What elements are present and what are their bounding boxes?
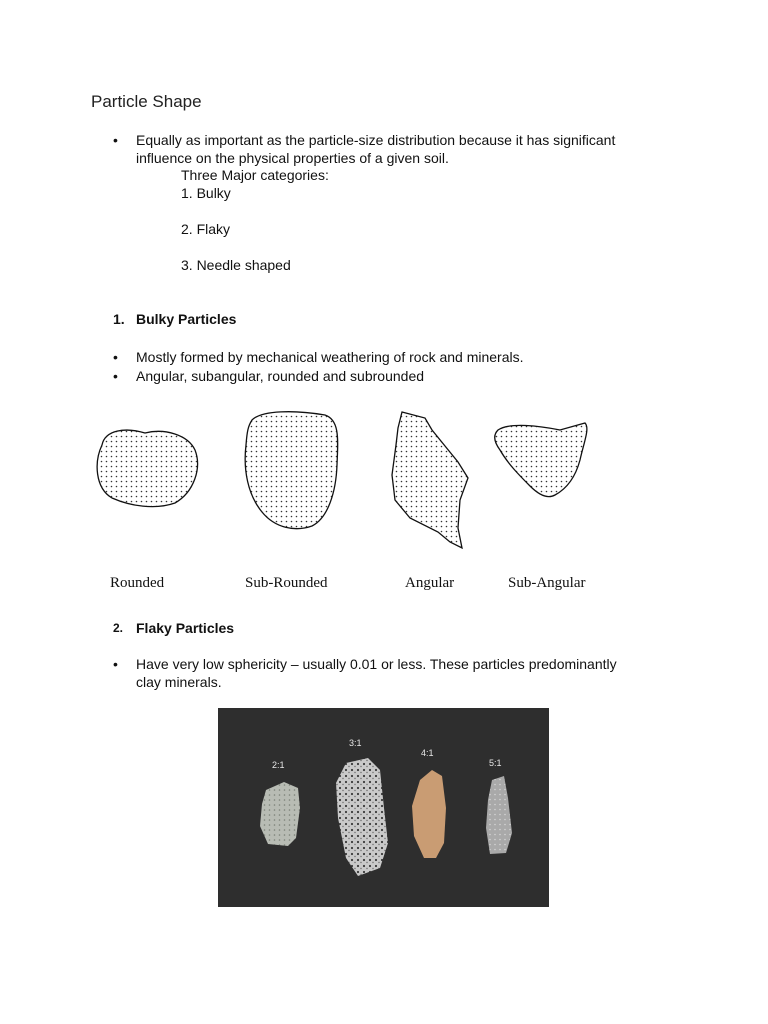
section2-number: 2.	[113, 621, 124, 635]
bullet-marker: •	[113, 349, 118, 365]
list-item-text: Angular, subangular, rounded and subrounded	[136, 368, 425, 384]
particle-shapes-figure	[90, 400, 600, 560]
photo-label-4-1: 4:1	[421, 748, 434, 758]
intro-text-line2: influence on the physical properties of a given soil.	[136, 150, 449, 166]
shape-label-sub-angular: Sub-Angular	[508, 575, 586, 591]
rock-2-1	[260, 782, 300, 846]
photo-label-2-1: 2:1	[272, 760, 285, 770]
intro-text-line1: Equally as important as the particle-size distribution because it has significant	[136, 132, 616, 148]
list-item-text-line2: clay minerals.	[136, 674, 222, 690]
angular-particle-shape	[392, 412, 468, 548]
photo-label-3-1: 3:1	[349, 738, 362, 748]
category-item: 3. Needle shaped	[181, 257, 291, 273]
section1-number: 1.	[113, 311, 125, 327]
photo-label-5-1: 5:1	[489, 758, 502, 768]
bullet-marker: •	[113, 656, 118, 672]
bullet-marker: •	[113, 368, 118, 384]
categories-label: Three Major categories:	[181, 167, 329, 183]
sub-rounded-particle-shape	[245, 412, 338, 529]
list-item-text	[136, 655, 696, 691]
sub-angular-particle-shape	[495, 423, 587, 497]
category-item: 2. Flaky	[181, 221, 231, 237]
shape-label-sub-rounded: Sub-Rounded	[245, 575, 328, 591]
shape-label-rounded: Rounded	[110, 575, 165, 591]
list-item-text-line1: Have very low sphericity – usually 0.01 or less. These particles predominantly	[136, 656, 617, 672]
category-item: 1. Bulky	[181, 185, 231, 201]
shape-label-angular: Angular	[405, 575, 455, 591]
list-item-text: Mostly formed by mechanical weathering of rock and minerals.	[136, 349, 524, 365]
section2-heading: Flaky Particles	[136, 620, 235, 636]
section1-heading: Bulky Particles	[136, 311, 237, 327]
flaky-particles-photo	[218, 708, 549, 907]
flaky-particles-illustration	[218, 708, 549, 907]
rounded-particle-shape	[97, 430, 197, 507]
intro-text	[136, 131, 696, 167]
bullet-marker: •	[113, 132, 118, 148]
page-title: Particle Shape	[91, 92, 202, 111]
